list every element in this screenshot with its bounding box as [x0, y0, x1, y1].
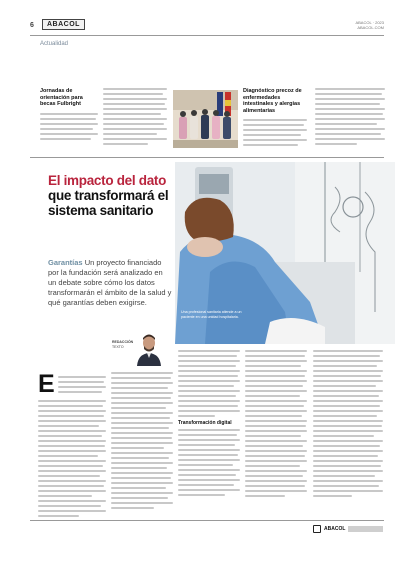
date-line [355, 20, 384, 30]
footer-logo [313, 524, 383, 534]
brief-photo [173, 90, 238, 148]
article-subtitle [48, 258, 173, 308]
logo-icon [313, 525, 321, 533]
author-avatar [136, 332, 162, 366]
article-title [48, 173, 173, 218]
body-col-3 [178, 350, 240, 499]
body-col-1-top [58, 376, 106, 396]
author-role: TEXTO [112, 345, 124, 349]
subtitle-body: Un proyecto financiado por la fundación será analizado en un debate sobre cómo los datos transformarán el ámbito de la salud y qué garantías deben exigirse. [48, 258, 172, 307]
date-line-2: ABACOL.COM [357, 25, 384, 30]
article-title-highlight: El impacto del dato [48, 173, 167, 188]
brief-2-body [243, 119, 307, 146]
brief-1-title: Jornadas de orientación para becas Fulbright [40, 88, 83, 107]
author-name: REDACCIÓN [112, 340, 134, 344]
footer-barcode [348, 526, 383, 532]
section-label: Actualidad [40, 41, 69, 47]
author-portrait [136, 332, 162, 366]
group-photo-illustration [173, 90, 238, 148]
dropcap: E [38, 370, 55, 398]
subtitle-lead: Garantías [48, 258, 83, 267]
brief-1-body [40, 113, 98, 140]
footer-tag: ABACOL [324, 526, 346, 532]
body-col-1 [38, 400, 106, 520]
footer-rule [30, 520, 384, 521]
body-col-2 [111, 372, 173, 512]
body-subhead: Transformación digital [178, 420, 232, 426]
brief-1-col-2 [103, 88, 167, 148]
date-line-1: ABACOL · 2023 [355, 20, 384, 25]
brief-2-col-2 [315, 88, 385, 148]
header-rule [30, 35, 384, 36]
brief-1 [40, 88, 98, 143]
byline [112, 340, 133, 350]
body-col-5 [313, 350, 383, 500]
publication-name: ABACOL [42, 19, 85, 30]
article-title-rest: que transformará el sistema sanitario [48, 188, 169, 218]
brief-2-title: Diagnóstico precoz de enfermedades intestinales y alergias alimentarias [243, 88, 302, 114]
briefs-rule [30, 157, 384, 158]
brief-2 [243, 88, 307, 149]
body-col-4 [245, 350, 307, 500]
photo-caption: Una profesional sanitaria atiende a un paciente en una unidad hospitalaria. [181, 310, 242, 319]
page-number: 6 [30, 22, 34, 29]
